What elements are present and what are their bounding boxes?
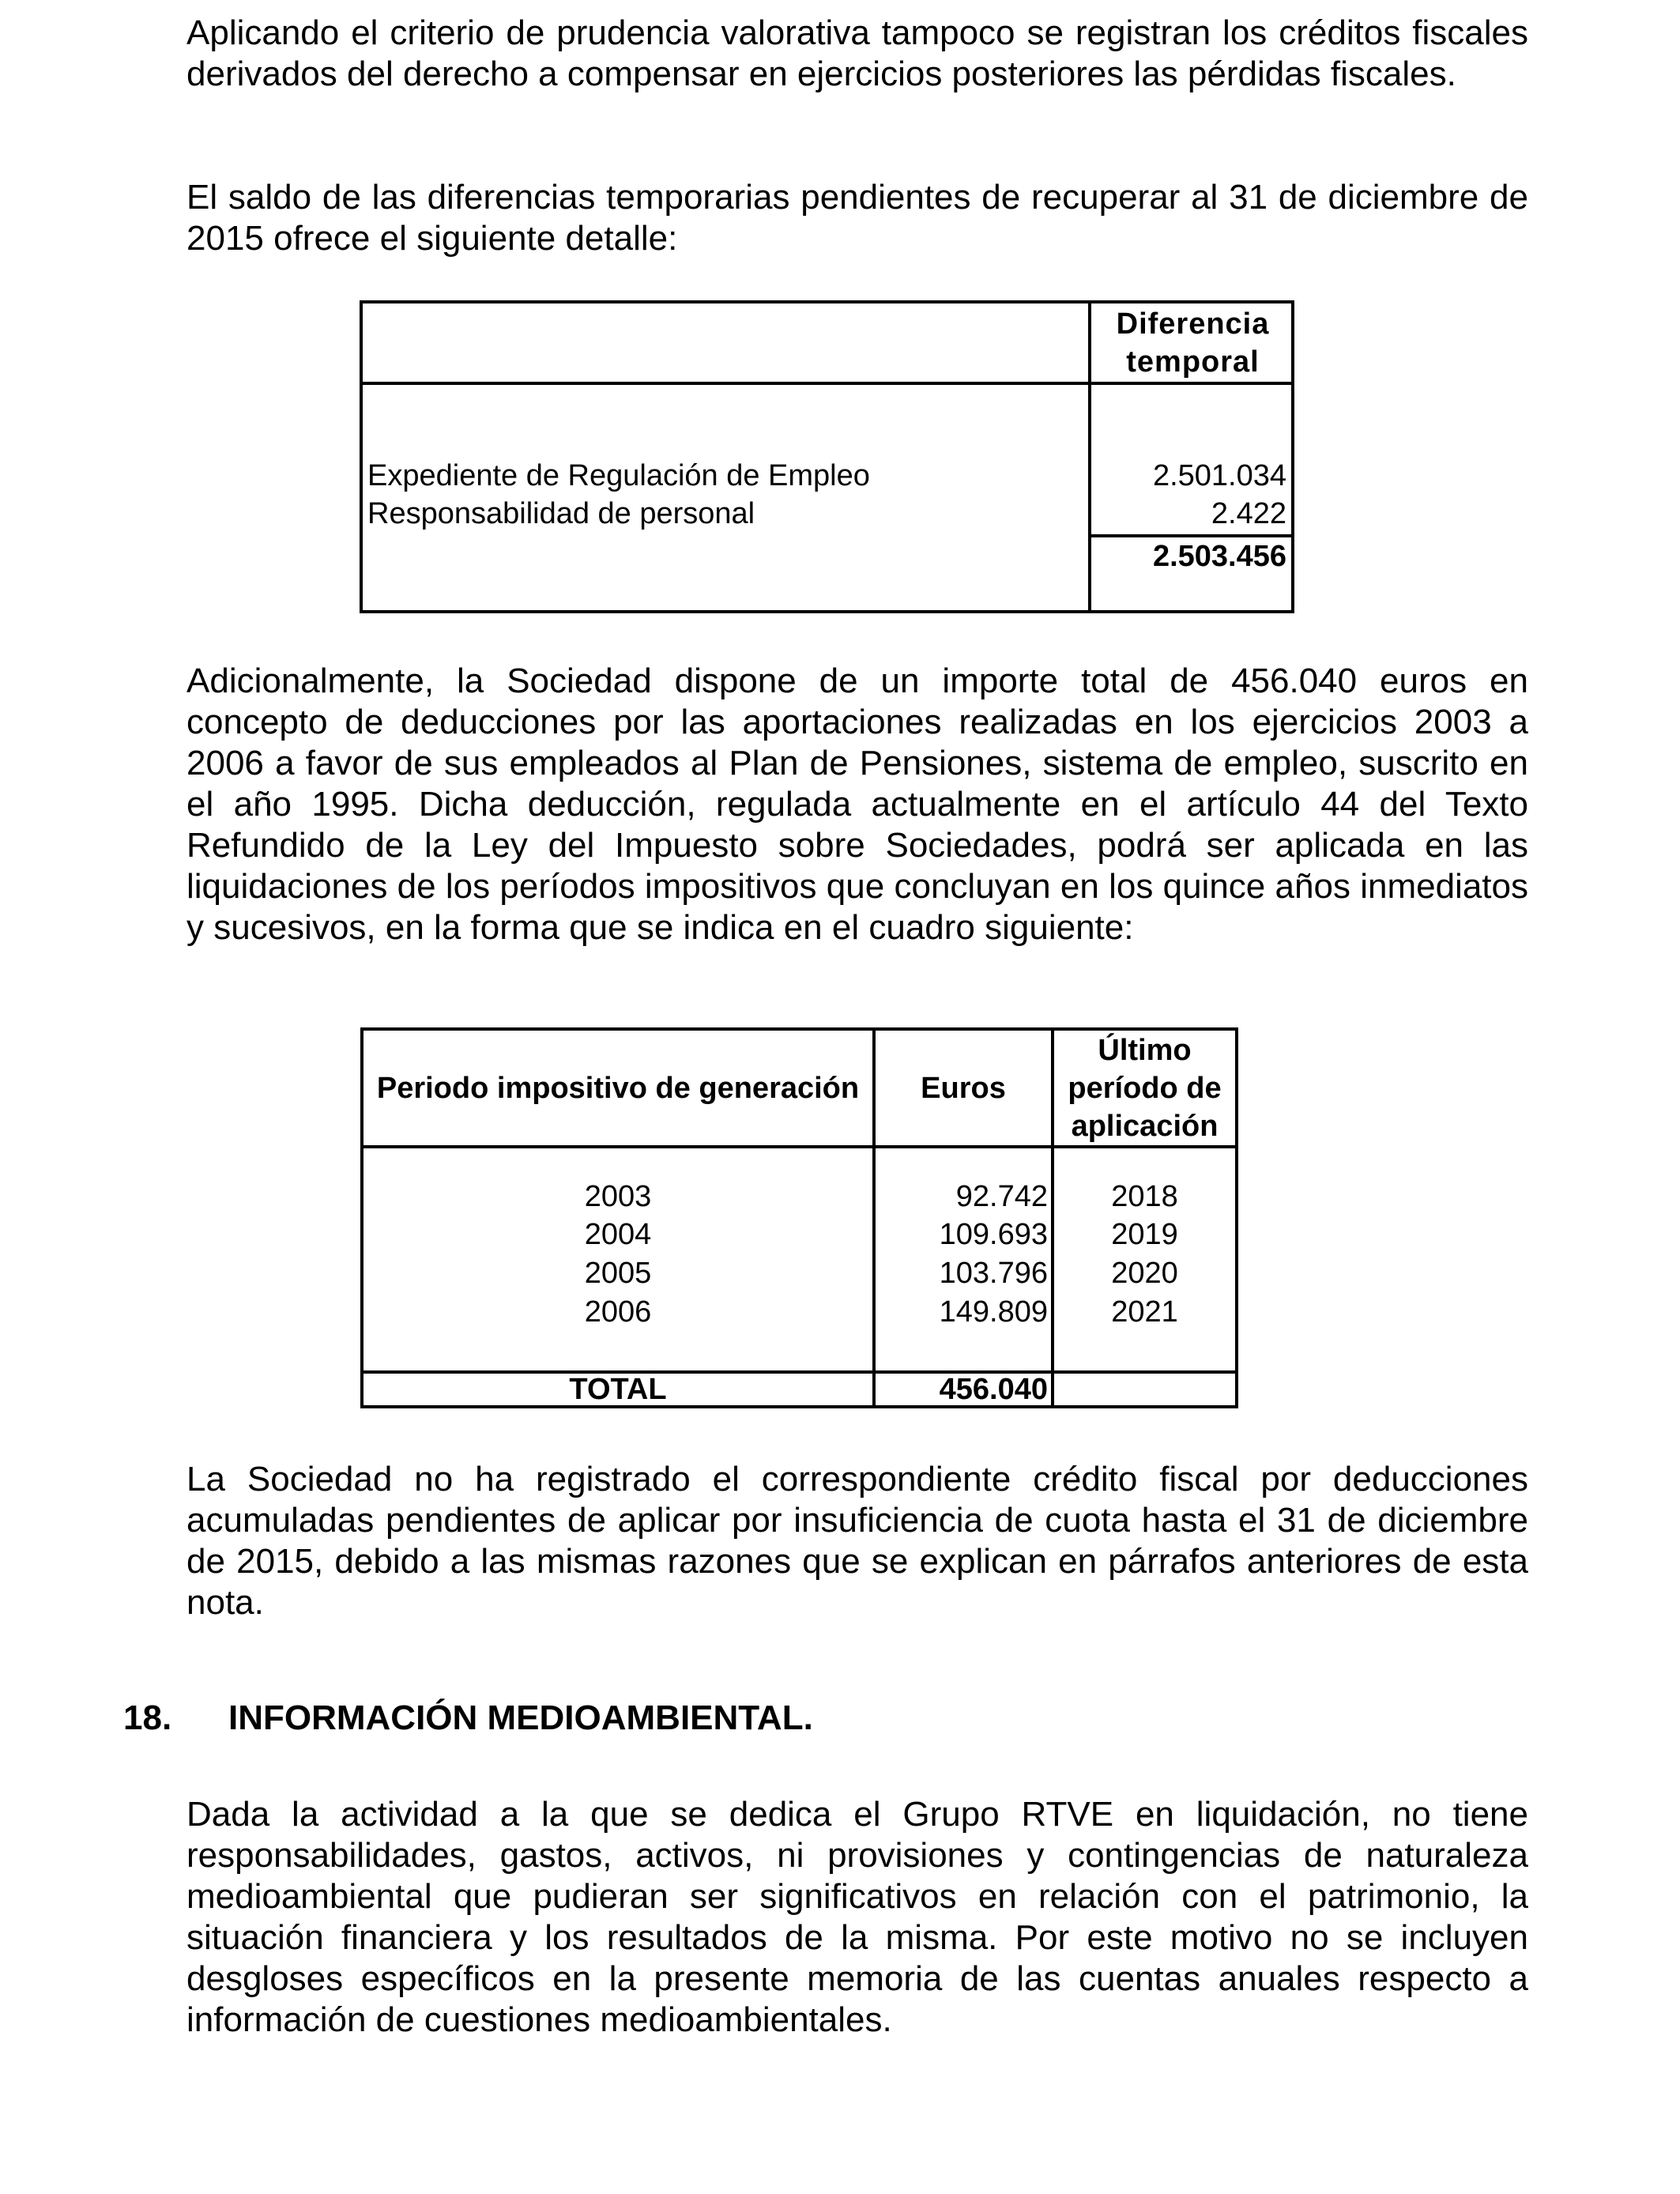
section-number: 18. [123, 1698, 172, 1737]
column-header-periodo [363, 1031, 872, 1145]
header-line: Diferencia [1116, 307, 1270, 341]
table-cell-year: 2003 [584, 1180, 652, 1213]
header-text: Periodo impositivo de generación [376, 1071, 860, 1105]
section-title: INFORMACIÓN MEDIOAMBIENTAL. [228, 1698, 813, 1737]
header-line: Último [1098, 1033, 1192, 1067]
row-value: 2.501.034 [1152, 459, 1286, 492]
header-line: período de [1068, 1071, 1222, 1105]
table-cell-last-period: 2019 [1111, 1218, 1178, 1251]
header-text: Euros [921, 1071, 1006, 1105]
table-cell-year: 2004 [584, 1218, 652, 1251]
column-header-euros [876, 1031, 1051, 1145]
table-cell-last-period: 2018 [1111, 1180, 1178, 1213]
table-cell-last-period: 2021 [1111, 1295, 1178, 1329]
header-line: aplicación [1071, 1109, 1219, 1143]
table-cell-euros: 92.742 [955, 1180, 1048, 1213]
table-cell-euros: 109.693 [939, 1218, 1048, 1251]
table-total-value: 2.503.456 [1152, 540, 1286, 573]
paragraph-saldo-diferencias: El saldo de las diferencias temporarias pendientes de recuperar al 31 de diciembre de 2015 ofrece el siguiente detalle: [186, 178, 1528, 258]
header-line: temporal [1126, 345, 1260, 379]
table-total-label: TOTAL [569, 1373, 667, 1406]
row-label: Responsabilidad de personal [367, 497, 755, 530]
table-cell-year: 2006 [584, 1295, 652, 1329]
column-header-diferencia-temporal [1091, 303, 1294, 382]
paragraph-medioambiental: Dada la actividad a la que se dedica el Grupo RTVE en liquidación, no tiene responsabilidades, gastos, activos, ni provisiones y contingencias de naturaleza medioambiental que pudieran ser significativos en relación con el patrimonio, la situación financiera y los resultados de la misma. Por este motivo no se incluyen desgloses específicos en la presente memoria de las cuentas anuales respecto a información de cuestiones medioambientales. [186, 1795, 1528, 2039]
table-divider [363, 1145, 1235, 1148]
table-total-value: 456.040 [939, 1373, 1048, 1406]
paragraph-prudencia: Aplicando el criterio de prudencia valorativa tampoco se registran los créditos fiscales derivados del derecho a compensar en ejercicios posteriores las pérdidas fiscales. [186, 13, 1528, 93]
table-cell-last-period: 2020 [1111, 1257, 1178, 1290]
table-cell-euros: 149.809 [939, 1295, 1048, 1329]
temporary-differences-table [360, 300, 1294, 613]
row-value: 2.422 [1211, 497, 1286, 530]
table-divider [363, 382, 1291, 385]
deductions-table [360, 1027, 1238, 1408]
paragraph-credito-fiscal: La Sociedad no ha registrado el correspondiente crédito fiscal por deducciones acumuladas pendientes de aplicar por insuficiencia de cuota hasta el 31 de diciembre de 2015, debido a las mismas razones que se explican en párrafos anteriores de esta nota. [186, 1460, 1528, 1622]
row-label: Expediente de Regulación de Empleo [367, 459, 870, 492]
paragraph-deducciones: Adicionalmente, la Sociedad dispone de un importe total de 456.040 euros en concepto de deducciones por las aportaciones realizadas en los ejercicios 2003 a 2006 a favor de sus empleados al Plan de Pensiones, sistema de empleo, suscrito en el año 1995. Dicha deducción, regulada actualmente en el artículo 44 del Texto Refundido de la Ley del Impuesto sobre Sociedades, podrá ser aplicada en las liquidaciones de los períodos impositivos que concluyan en los quince años inmediatos y sucesivos, en la forma que se indica en el cuadro siguiente: [186, 662, 1528, 947]
column-header-ultimo-periodo [1054, 1031, 1235, 1145]
table-cell-year: 2005 [584, 1257, 652, 1290]
table-cell-euros: 103.796 [939, 1257, 1048, 1290]
